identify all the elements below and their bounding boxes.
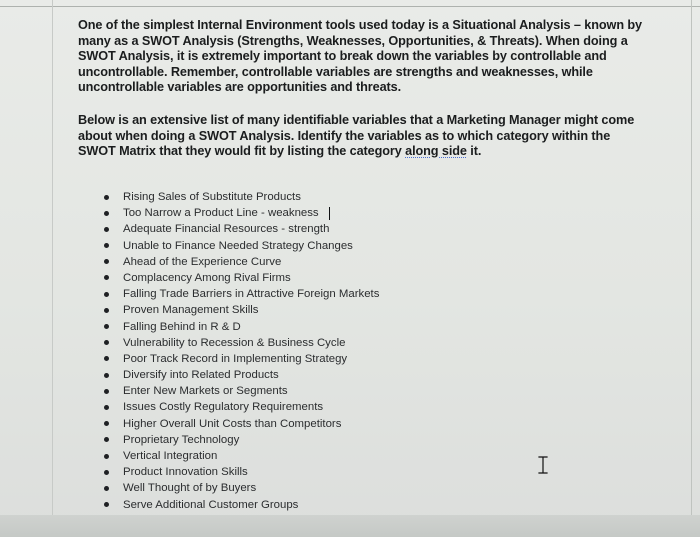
list-item[interactable] xyxy=(104,399,464,415)
top-divider xyxy=(0,6,700,7)
list-item-text: Serve Additional Customer Groups xyxy=(123,498,299,511)
list-item[interactable] xyxy=(104,254,464,270)
list-item[interactable] xyxy=(104,270,464,286)
bullet-icon xyxy=(104,195,109,200)
list-item[interactable] xyxy=(104,205,464,221)
bullet-icon xyxy=(104,454,109,459)
list-item-text: Too Narrow a Product Line - weakness xyxy=(123,207,319,220)
bullet-icon xyxy=(104,275,109,280)
bullet-icon xyxy=(104,373,109,378)
list-item[interactable] xyxy=(104,221,464,237)
bullet-icon xyxy=(104,227,109,232)
variables-list[interactable] xyxy=(104,189,464,513)
list-item[interactable] xyxy=(104,367,464,383)
bottom-shadow xyxy=(0,515,700,537)
list-item[interactable] xyxy=(104,189,464,205)
page-right-edge xyxy=(691,0,692,537)
list-item-text: Poor Track Record in Implementing Strategy xyxy=(123,352,348,365)
list-item-text: Rising Sales of Substitute Products xyxy=(123,191,301,203)
spellcheck-underlined-text[interactable]: along side xyxy=(405,144,467,159)
list-item-text: Adequate Financial Resources - strength xyxy=(123,223,330,236)
list-item[interactable] xyxy=(104,448,464,464)
list-item[interactable] xyxy=(104,383,464,399)
list-item-text: Product Innovation Skills xyxy=(123,466,248,479)
task-ending-text: it. xyxy=(466,144,482,159)
bullet-icon xyxy=(104,340,109,345)
list-item-text: Proven Management Skills xyxy=(123,304,259,317)
task-text: Below is an extensive list of many identifiable variables that a Marketing Manager might come about when doing a SWOT Analysis. Identify the variables as to which category within the SWOT Matrix that they would fit by listing the category xyxy=(78,112,635,159)
list-item-text: Higher Overall Unit Costs than Competitors xyxy=(123,417,342,430)
bullet-icon xyxy=(104,259,109,264)
bullet-icon xyxy=(104,421,109,426)
list-item[interactable] xyxy=(104,319,464,335)
list-item[interactable] xyxy=(104,302,464,318)
bullet-icon xyxy=(104,486,109,491)
list-item-text: Ahead of the Experience Curve xyxy=(123,255,282,268)
list-item[interactable] xyxy=(104,351,464,367)
list-item-text: Proprietary Technology xyxy=(123,433,240,446)
list-item-text: Vulnerability to Recession & Business Cycle xyxy=(123,336,346,349)
list-item[interactable] xyxy=(104,480,464,496)
document-body[interactable] xyxy=(78,18,648,160)
bullet-icon xyxy=(104,324,109,329)
list-item[interactable] xyxy=(104,497,464,513)
list-item-text: Issues Costly Regulatory Requirements xyxy=(123,401,324,414)
list-item[interactable] xyxy=(104,464,464,480)
bullet-icon xyxy=(104,308,109,313)
list-item[interactable] xyxy=(104,416,464,432)
bullet-icon xyxy=(104,502,109,507)
page-left-edge xyxy=(52,0,53,515)
text-cursor xyxy=(329,207,330,220)
bullet-icon xyxy=(104,292,109,297)
bullet-icon xyxy=(104,405,109,410)
bullet-icon xyxy=(104,389,109,394)
list-item[interactable] xyxy=(104,335,464,351)
bullet-icon xyxy=(104,243,109,248)
list-item-text: Falling Trade Barriers in Attractive Foreign Markets xyxy=(123,288,380,301)
list-item-text: Diversify into Related Products xyxy=(123,369,279,382)
bullet-icon xyxy=(104,356,109,361)
intro-paragraph[interactable]: One of the simplest Internal Environment tools used today is a Situational Analysis – known by many as a SWOT Analysis (Strengths, Weaknesses, Opportunities, & Threats). When doing a SWOT Analysis, it is extremely important to break down the variables by controllable and uncontrollable. Remember, controllable variables are strengths and weaknesses, while uncontrollable variables are opportunities and threats. xyxy=(78,18,642,95)
bullet-icon xyxy=(104,470,109,475)
list-item[interactable] xyxy=(104,432,464,448)
task-paragraph[interactable] xyxy=(78,113,648,160)
list-item-text: Well Thought of by Buyers xyxy=(123,482,257,495)
bullet-icon xyxy=(104,437,109,442)
list-item-text: Complacency Among Rival Firms xyxy=(123,271,291,284)
list-item-text: Vertical Integration xyxy=(123,450,218,462)
list-item-text: Falling Behind in R & D xyxy=(123,320,241,333)
list-item-text: Enter New Markets or Segments xyxy=(123,385,288,398)
bullet-icon xyxy=(104,211,109,216)
list-item[interactable] xyxy=(104,286,464,302)
list-item[interactable] xyxy=(104,238,464,254)
i-beam-cursor-icon xyxy=(537,456,549,474)
list-item-text: Unable to Finance Needed Strategy Changes xyxy=(123,239,353,252)
